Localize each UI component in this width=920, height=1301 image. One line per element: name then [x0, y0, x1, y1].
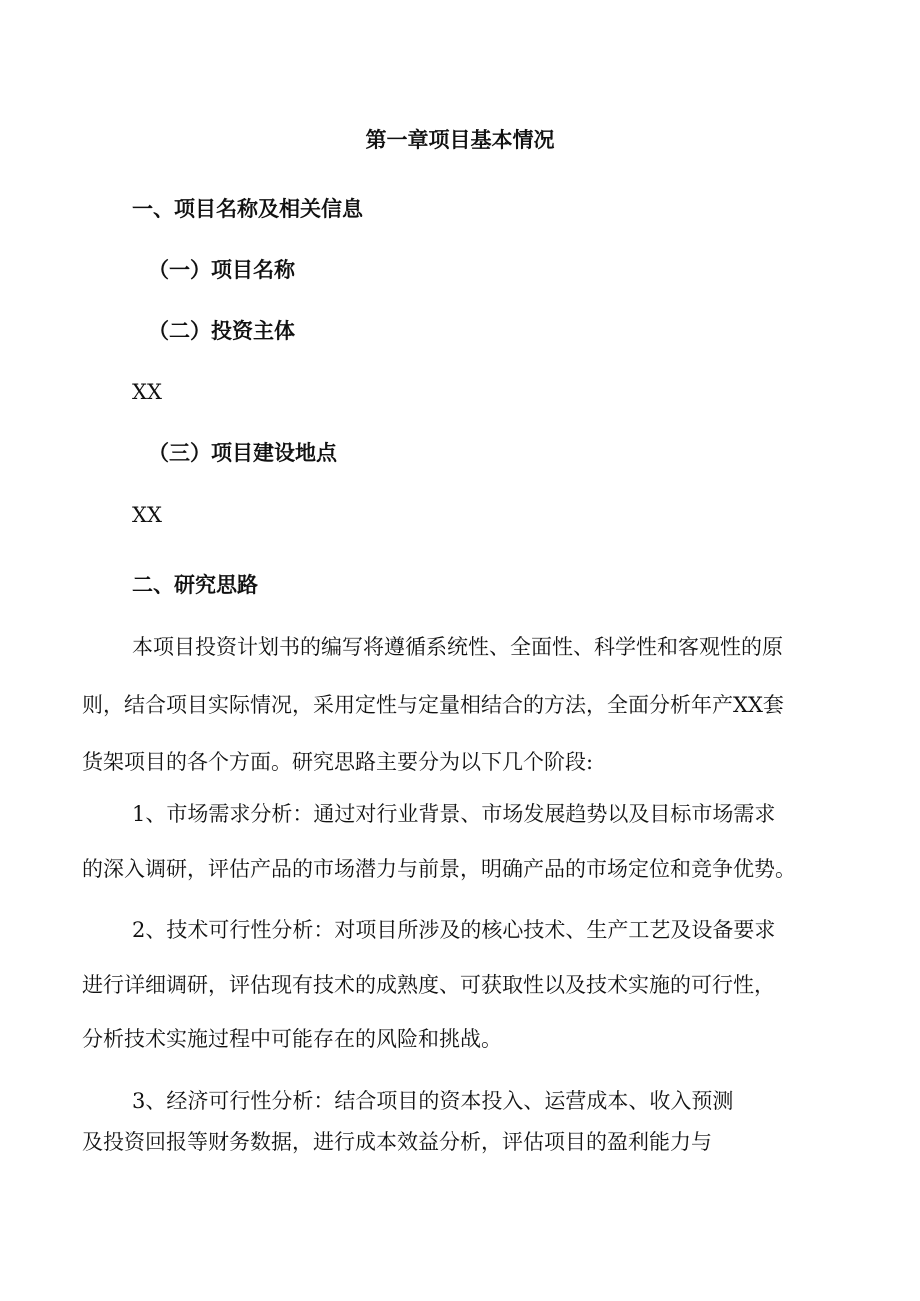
paragraph-line: 分析技术实施过程中可能存在的风险和挑战。 — [82, 1027, 502, 1051]
paragraph-line: 的深入调研，评估产品的市场潜力与前景，明确产品的市场定位和竞争优势。 — [82, 857, 796, 881]
location-value: XX — [132, 503, 162, 527]
subsection-heading-investor: （二）投资主体 — [148, 318, 295, 343]
paragraph-line: 则，结合项目实际情况，采用定性与定量相结合的方法，全面分析年产XX套 — [82, 693, 784, 717]
section-heading-2: 二、研究思路 — [132, 572, 258, 597]
paragraph-line: 及投资回报等财务数据，进行成本效益分析，评估项目的盈利能力与 — [82, 1130, 712, 1154]
section-heading-1: 一、项目名称及相关信息 — [132, 196, 363, 221]
subsection-heading-location: （三）项目建设地点 — [148, 440, 337, 465]
subsection-heading-project-name: （一）项目名称 — [148, 257, 295, 282]
investor-value: XX — [132, 380, 162, 404]
paragraph-line: 货架项目的各个方面。研究思路主要分为以下几个阶段: — [82, 750, 594, 774]
paragraph-line: 2、技术可行性分析：对项目所涉及的核心技术、生产工艺及设备要求 — [132, 918, 776, 942]
paragraph-line: 3、经济可行性分析：结合项目的资本投入、运营成本、收入预测 — [132, 1089, 734, 1113]
paragraph-line: 进行详细调研，评估现有技术的成熟度、可获取性以及技术实施的可行性， — [82, 973, 775, 997]
chapter-title: 第一章项目基本情况 — [365, 127, 555, 152]
paragraph-line: 1、市场需求分析：通过对行业背景、市场发展趋势以及目标市场需求 — [132, 802, 776, 826]
paragraph-line: 本项目投资计划书的编写将遵循系统性、全面性、科学性和客观性的原 — [132, 635, 783, 659]
